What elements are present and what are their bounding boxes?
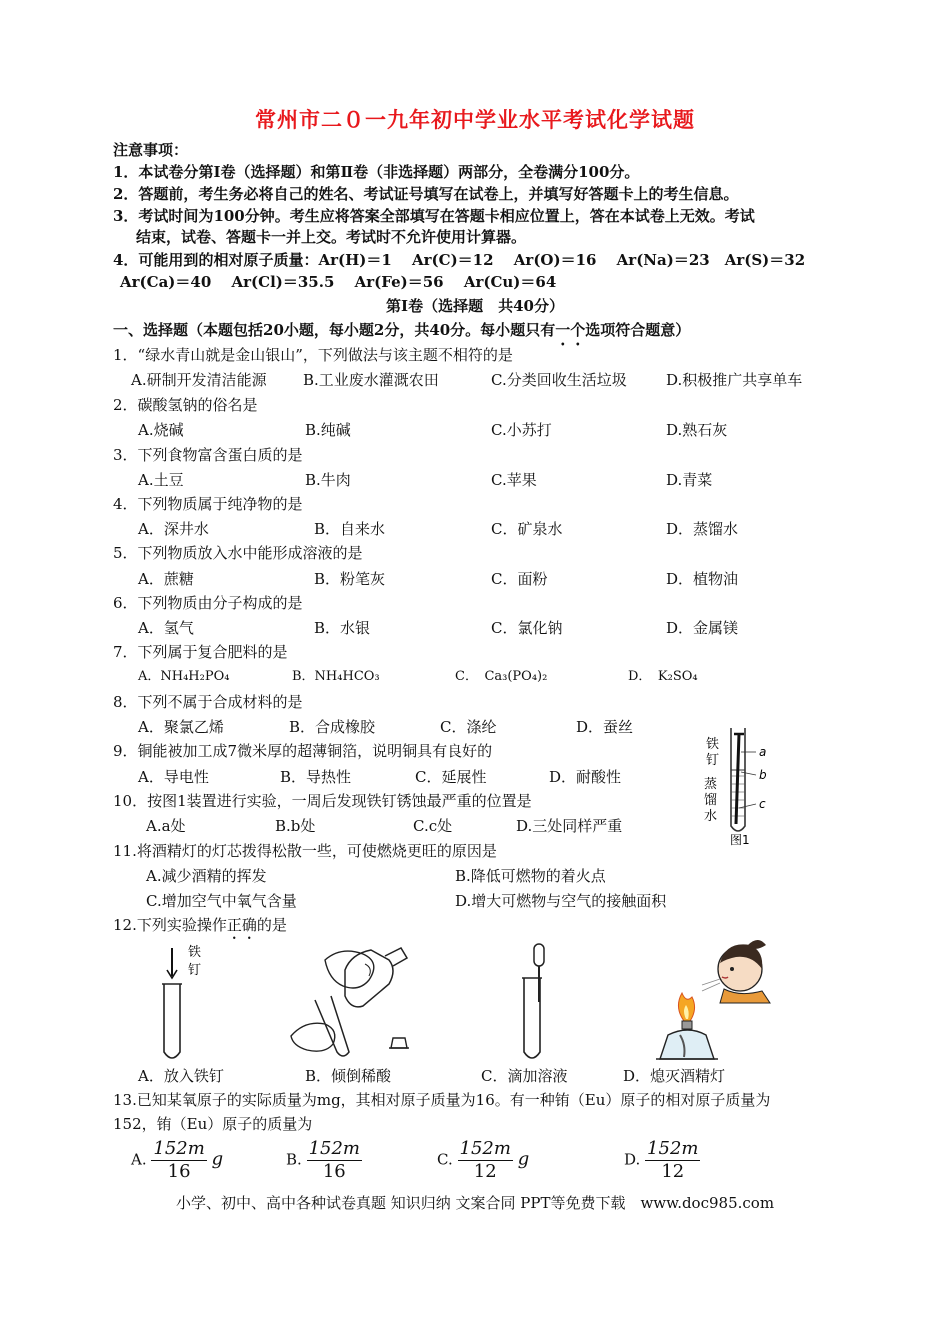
question-1-stem: 1．“绿水青山就是金山银山”，下列做法与该主题不相符的是 bbox=[113, 346, 513, 364]
q2-option-b: B.纯碱 bbox=[305, 421, 351, 439]
q7-option-a: A．NH₄H₂PO₄ bbox=[138, 669, 230, 684]
fig1-water-label-2: 馏 bbox=[704, 793, 718, 808]
q6-option-a: A．氢气 bbox=[138, 619, 194, 637]
q6-option-c: C．氯化钠 bbox=[491, 619, 563, 637]
q11-option-c: C.增加空气中氧气含量 bbox=[146, 892, 297, 910]
q7-option-b: B．NH₄HCO₃ bbox=[292, 669, 380, 684]
q5-option-a: A．蔗糖 bbox=[138, 570, 194, 588]
fig1-water-label-3: 水 bbox=[704, 809, 718, 824]
q7-option-d: D． K₂SO₄ bbox=[628, 669, 698, 684]
question-3-stem: 3．下列食物富含蛋白质的是 bbox=[113, 446, 303, 464]
notice-item-3-cont: 结束，试卷、答题卡一并上交。考试时不允许使用计算器。 bbox=[136, 228, 527, 246]
q2-option-d: D.熟石灰 bbox=[666, 421, 728, 439]
q4-option-a: A．深井水 bbox=[138, 520, 209, 538]
question-12-stem: 12.下列实验操作正确的是 bbox=[113, 916, 287, 934]
q4-option-d: D．蒸馏水 bbox=[666, 520, 739, 538]
q9-option-d: D．耐酸性 bbox=[549, 768, 622, 786]
q1-option-d: D.积极推广共享单车 bbox=[666, 371, 803, 389]
q2-option-c: C.小苏打 bbox=[491, 421, 552, 439]
page-title: 常州市二０一九年初中学业水平考试化学试题 bbox=[255, 107, 695, 132]
figure-1-nail-in-water bbox=[700, 718, 790, 848]
q10-option-b: B.b处 bbox=[275, 817, 316, 835]
q7-option-c: C． Ca₃(PO₄)₂ bbox=[455, 669, 548, 684]
notice-item-1: 1．本试卷分第Ⅰ卷（选择题）和第Ⅱ卷（非选择题）两部分，全卷满分100分。 bbox=[113, 163, 640, 181]
notice-item-4-cont: Ar(Ca)＝40 Ar(Cl)＝35.5 Ar(Fe)＝56 Ar(Cu)＝64 bbox=[120, 273, 557, 291]
q10-option-c: C.c处 bbox=[413, 817, 453, 835]
footer-watermark: 小学、初中、高中各种试卷真题 知识归纳 文案合同 PPT等免费下载 www.doc985.com bbox=[175, 1194, 775, 1212]
q8-option-a: A．聚氯乙烯 bbox=[138, 718, 224, 736]
fig1-label-a: a bbox=[759, 745, 767, 759]
q12-figure-c-dropper bbox=[510, 940, 570, 1065]
q13-option-c: C. $\frac{152m}{12}$ g bbox=[437, 1138, 530, 1182]
q1-option-a: A.研制开发清洁能源 bbox=[131, 371, 267, 389]
q5-option-d: D．植物油 bbox=[666, 570, 739, 588]
q6-option-b: B．水银 bbox=[314, 619, 371, 637]
q11-option-a: A.减少酒精的挥发 bbox=[146, 867, 267, 885]
q3-option-c: C.苹果 bbox=[491, 471, 537, 489]
fig1-label-b: b bbox=[759, 768, 767, 782]
q9-option-a: A．导电性 bbox=[138, 768, 209, 786]
q11-option-d: D.增大可燃物与空气的接触面积 bbox=[455, 892, 667, 910]
q9-option-c: C．延展性 bbox=[415, 768, 487, 786]
fig1-label-c: c bbox=[759, 797, 766, 811]
section1-title: 第Ⅰ卷（选择题 共40分） bbox=[386, 297, 564, 315]
q12-nail-label-2: 钉 bbox=[188, 963, 202, 978]
notice-heading: 注意事项： bbox=[113, 141, 189, 159]
q1-option-b: B.工业废水灌溉农田 bbox=[303, 371, 439, 389]
question-8-stem: 8．下列不属于合成材料的是 bbox=[113, 693, 303, 711]
notice-item-2: 2．答题前，考生务必将自己的姓名、考试证号填写在试卷上，并填写好答题卡上的考生信息。 bbox=[113, 185, 739, 203]
q12-option-c: C．滴加溶液 bbox=[481, 1067, 568, 1085]
question-6-stem: 6．下列物质由分子构成的是 bbox=[113, 594, 303, 612]
q8-option-d: D．蚕丝 bbox=[576, 718, 634, 736]
q10-option-d: D.三处同样严重 bbox=[516, 817, 623, 835]
fig1-nail-label-1: 铁 bbox=[706, 737, 720, 752]
part1-heading: 一、选择题（本题包括20小题，每小题2分，共40分。每小题只有一个选项符合题意） bbox=[113, 321, 691, 339]
q3-option-b: B.牛肉 bbox=[305, 471, 351, 489]
fig1-water-label-1: 蒸 bbox=[704, 777, 718, 792]
question-11-stem: 11.将酒精灯的灯芯拨得松散一些，可使燃烧更旺的原因是 bbox=[113, 842, 497, 860]
q13-option-a: A. $\frac{152m}{16}$ g bbox=[131, 1138, 224, 1182]
q4-option-b: B．自来水 bbox=[314, 520, 386, 538]
q4-option-c: C．矿泉水 bbox=[491, 520, 563, 538]
question-2-stem: 2．碳酸氢钠的俗名是 bbox=[113, 396, 258, 414]
q8-option-b: B．合成橡胶 bbox=[289, 718, 376, 736]
q5-option-c: C．面粉 bbox=[491, 570, 548, 588]
q12-option-a: A．放入铁钉 bbox=[138, 1067, 224, 1085]
q13-option-d: D. $\frac{152m}{12}$ bbox=[624, 1138, 699, 1182]
q12-option-d: D．熄灭酒精灯 bbox=[623, 1067, 726, 1085]
question-13-stem-2: 152，铕（Eu）原子的质量为 bbox=[113, 1115, 313, 1133]
question-5-stem: 5．下列物质放入水中能形成溶液的是 bbox=[113, 544, 363, 562]
q12-figure-a-nail-into-tube bbox=[150, 940, 220, 1065]
q3-option-a: A.土豆 bbox=[138, 471, 184, 489]
q12-nail-label-1: 铁 bbox=[188, 945, 202, 960]
question-13-stem: 13.已知某氧原子的实际质量为mg，其相对原子质量为16。有一种铕（Eu）原子的相对原子质量为 bbox=[113, 1091, 771, 1109]
q12-option-b: B．倾倒稀酸 bbox=[305, 1067, 392, 1085]
q2-option-a: A.烧碱 bbox=[138, 421, 184, 439]
q5-option-b: B．粉笔灰 bbox=[314, 570, 386, 588]
q13-option-b: B. $\frac{152m}{16}$ bbox=[286, 1138, 361, 1182]
q12-figure-d-blowing-lamp bbox=[640, 935, 780, 1065]
notice-item-4: 4．可能用到的相对原子质量：Ar(H)＝1 Ar(C)＝12 Ar(O)＝16 Ar(Na)＝23 Ar(S)＝32 bbox=[113, 251, 806, 269]
question-7-stem: 7．下列属于复合肥料的是 bbox=[113, 643, 288, 661]
fig1-caption: 图1 bbox=[730, 833, 750, 847]
q12-figure-b-pouring-acid bbox=[285, 940, 425, 1065]
fig1-nail-label-2: 钉 bbox=[706, 753, 720, 768]
q10-option-a: A.a处 bbox=[146, 817, 186, 835]
q9-option-b: B．导热性 bbox=[280, 768, 352, 786]
question-9-stem: 9．铜能被加工成7微米厚的超薄铜箔，说明铜具有良好的 bbox=[113, 742, 493, 760]
q3-option-d: D.青菜 bbox=[666, 471, 713, 489]
q11-option-b: B.降低可燃物的着火点 bbox=[455, 867, 606, 885]
q8-option-c: C．涤纶 bbox=[440, 718, 497, 736]
q6-option-d: D．金属镁 bbox=[666, 619, 739, 637]
notice-item-3: 3．考试时间为100分钟。考生应将答案全部填写在答题卡相应位置上，答在本试卷上无效。考试 bbox=[113, 207, 755, 225]
q1-option-c: C.分类回收生活垃圾 bbox=[491, 371, 627, 389]
question-10-stem: 10．按图1装置进行实验，一周后发现铁钉锈蚀最严重的位置是 bbox=[113, 792, 532, 810]
question-4-stem: 4．下列物质属于纯净物的是 bbox=[113, 495, 303, 513]
